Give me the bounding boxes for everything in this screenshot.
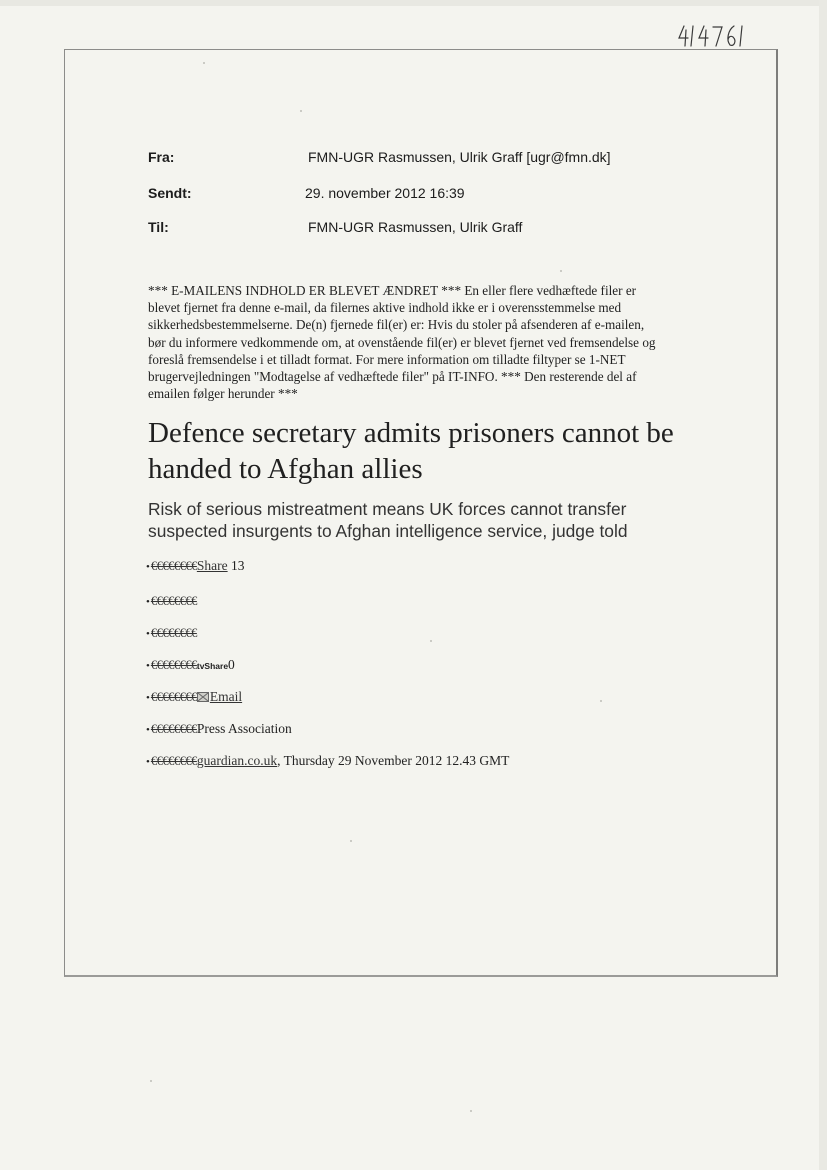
share-list-item-dateline [146, 753, 509, 769]
scan-speck [150, 1080, 152, 1082]
scan-speck [350, 840, 352, 842]
notice-line: bør du informere vedkommende om, at ovenstående fil(er) er blevet fjernet ved fremsendelse og [148, 334, 656, 350]
notice-line: *** E-MAILENS INDHOLD ER BLEVET ÆNDRET *** En eller flere vedhæftede filer er [148, 283, 637, 298]
to-label: Til: [148, 219, 169, 235]
from-label: Fra: [148, 149, 175, 165]
notice-line: foreslå fremsendelse i et tilladt format. For mere information om tilladte filtyper se 1-NET [148, 351, 626, 367]
broken-image-icon [197, 692, 209, 702]
tvshare-count: 0 [228, 657, 235, 672]
encoding-artifact: €€€€€€€€ [150, 559, 197, 573]
notice-line: sikkerhedsbestemmelserne. De(n) fjernede fil(er) er: Hvis du stoler på afsenderen af e-mailen, [148, 317, 645, 333]
encoding-artifact: €€€€€€€€ [150, 626, 197, 640]
share-list-item-byline [146, 721, 292, 737]
scan-speck [600, 700, 602, 702]
bullet: • [146, 692, 150, 704]
bullet: • [146, 756, 150, 768]
sent-value: 29. november 2012 16:39 [305, 185, 465, 201]
encoding-artifact: €€€€€€€€ [150, 594, 197, 608]
article-headline: Defence secretary admits prisoners cannot be handed to Afghan allies [148, 417, 674, 485]
handwritten-number-drawing [676, 22, 776, 50]
sent-label: Sendt: [148, 185, 192, 201]
encoding-artifact: €€€€€€€€ [150, 658, 197, 672]
scan-edge-right [819, 0, 827, 1170]
encoding-artifact: €€€€€€€€ [150, 690, 197, 704]
byline: Press Association [196, 721, 292, 736]
share-list-item-blank-2 [146, 625, 197, 641]
scan-edge-top [0, 0, 827, 6]
scan-speck [470, 1110, 472, 1112]
scan-speck [203, 62, 205, 64]
handwritten-document-number [676, 22, 776, 50]
share-list-item-share [146, 558, 244, 574]
bullet: • [146, 561, 150, 573]
from-value: FMN-UGR Rasmussen, Ulrik Graff [ugr@fmn.dk] [308, 149, 611, 165]
notice-line: brugervejledningen "Modtagelse af vedhæftede filer" på IT-INFO. *** Den resterende del af [148, 369, 637, 385]
encoding-artifact: €€€€€€€€ [150, 754, 197, 768]
bullet: • [146, 628, 150, 640]
dateline: , Thursday 29 November 2012 12.43 GMT [277, 753, 510, 768]
scan-speck [300, 110, 302, 112]
notice-line: blevet fjernet fra denne e-mail, da filernes aktive indhold ikke er i overensstemmelse med [148, 300, 622, 316]
tvshare-label: tvShare [196, 661, 229, 671]
share-list-item-tvshare [146, 657, 235, 673]
share-list-item-email [146, 689, 242, 705]
email-link[interactable]: Email [209, 689, 243, 704]
bullet: • [146, 596, 150, 608]
encoding-artifact: €€€€€€€€ [150, 722, 197, 736]
scan-speck [560, 270, 562, 272]
share-link[interactable]: Share [196, 558, 228, 573]
share-list-item-blank-1 [146, 593, 197, 609]
share-count: 13 [227, 558, 245, 573]
bullet: • [146, 660, 150, 672]
scan-speck [430, 640, 432, 642]
guardian-link[interactable]: guardian.co.uk [196, 753, 278, 768]
security-notice [148, 282, 708, 402]
to-value: FMN-UGR Rasmussen, Ulrik Graff [308, 219, 523, 235]
bullet: • [146, 724, 150, 736]
article-standfirst: Risk of serious mistreatment means UK forces cannot transfer suspected insurgents to Afghan intelligence service, judge told [148, 499, 628, 541]
notice-line: emailen følger herunder *** [148, 386, 298, 402]
